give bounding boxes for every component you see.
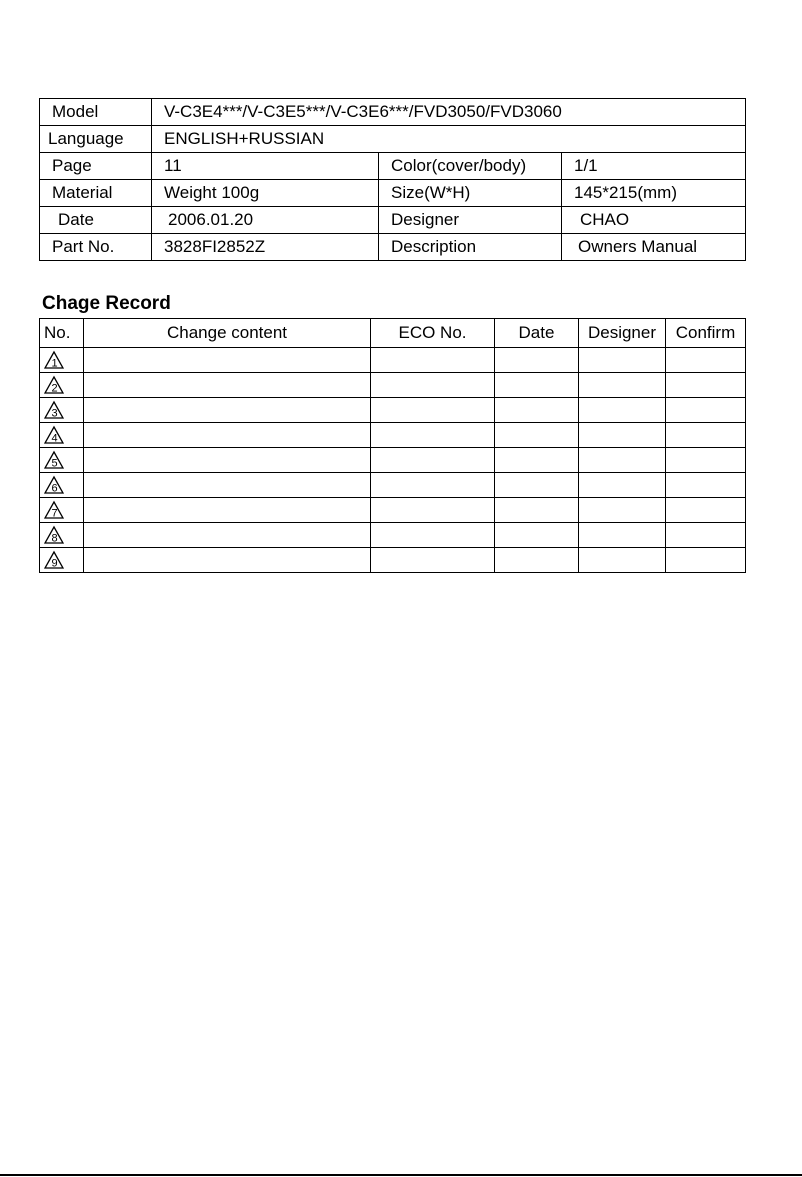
eco-no-cell xyxy=(371,523,495,548)
revision-triangle-icon xyxy=(44,500,64,520)
spec-table xyxy=(39,98,746,261)
date-cell xyxy=(495,348,579,373)
table-row xyxy=(40,523,746,548)
revision-triangle-icon xyxy=(44,400,64,420)
designer-value: CHAO xyxy=(562,207,746,234)
revision-number-cell xyxy=(40,423,84,448)
model-label: Model xyxy=(40,99,152,126)
date-cell xyxy=(495,548,579,573)
material-label: Material xyxy=(40,180,152,207)
date-cell xyxy=(495,523,579,548)
spec-row-page xyxy=(40,153,746,180)
material-value: Weight 100g xyxy=(152,180,379,207)
change-content-cell xyxy=(84,498,371,523)
revision-number: 4 xyxy=(51,432,58,445)
revision-triangle-icon xyxy=(44,425,64,445)
revision-number-cell xyxy=(40,498,84,523)
confirm-cell xyxy=(666,423,746,448)
designer-cell xyxy=(579,448,666,473)
header-date: Date xyxy=(495,319,579,348)
date-cell xyxy=(495,398,579,423)
change-content-cell xyxy=(84,423,371,448)
change-content-cell xyxy=(84,348,371,373)
spec-row-language xyxy=(40,126,746,153)
revision-number: 3 xyxy=(51,407,58,420)
size-value: 145*215(mm) xyxy=(562,180,746,207)
eco-no-cell xyxy=(371,498,495,523)
header-designer: Designer xyxy=(579,319,666,348)
date-label: Date xyxy=(40,207,152,234)
eco-no-cell xyxy=(371,373,495,398)
designer-cell xyxy=(579,548,666,573)
change-record-title: Chage Record xyxy=(42,293,171,314)
eco-no-cell xyxy=(371,423,495,448)
date-cell xyxy=(495,373,579,398)
revision-triangle-icon xyxy=(44,525,64,545)
color-label: Color(cover/body) xyxy=(379,153,562,180)
size-label: Size(W*H) xyxy=(379,180,562,207)
confirm-cell xyxy=(666,373,746,398)
confirm-cell xyxy=(666,523,746,548)
spec-row-date xyxy=(40,207,746,234)
revision-number-cell xyxy=(40,373,84,398)
partno-label: Part No. xyxy=(40,234,152,261)
page-value: 11 xyxy=(152,153,379,180)
designer-cell xyxy=(579,423,666,448)
change-content-cell xyxy=(84,448,371,473)
revision-number: 8 xyxy=(51,532,58,545)
confirm-cell xyxy=(666,398,746,423)
change-content-cell xyxy=(84,548,371,573)
eco-no-cell xyxy=(371,548,495,573)
revision-triangle-icon xyxy=(44,475,64,495)
revision-number-cell xyxy=(40,473,84,498)
table-row xyxy=(40,473,746,498)
spec-row-partno xyxy=(40,234,746,261)
language-label: Language xyxy=(40,126,152,153)
designer-cell xyxy=(579,398,666,423)
date-cell xyxy=(495,473,579,498)
revision-triangle-icon xyxy=(44,450,64,470)
eco-no-cell xyxy=(371,348,495,373)
revision-number-cell xyxy=(40,523,84,548)
date-cell xyxy=(495,448,579,473)
designer-cell xyxy=(579,498,666,523)
confirm-cell xyxy=(666,473,746,498)
revision-number: 2 xyxy=(51,382,58,395)
revision-number-cell xyxy=(40,398,84,423)
designer-cell xyxy=(579,473,666,498)
description-label: Description xyxy=(379,234,562,261)
date-value: 2006.01.20 xyxy=(152,207,379,234)
change-content-cell xyxy=(84,373,371,398)
table-row xyxy=(40,498,746,523)
designer-label: Designer xyxy=(379,207,562,234)
designer-cell xyxy=(579,523,666,548)
date-cell xyxy=(495,423,579,448)
revision-triangle-icon xyxy=(44,350,64,370)
change-content-cell xyxy=(84,523,371,548)
eco-no-cell xyxy=(371,398,495,423)
designer-cell xyxy=(579,373,666,398)
spec-row-model xyxy=(40,99,746,126)
header-no: No. xyxy=(40,319,84,348)
table-row xyxy=(40,548,746,573)
table-row xyxy=(40,398,746,423)
eco-no-cell xyxy=(371,473,495,498)
language-value: ENGLISH+RUSSIAN xyxy=(152,126,746,153)
model-value: V-C3E4***/V-C3E5***/V-C3E6***/FVD3050/FVD3060 xyxy=(152,99,746,126)
partno-value: 3828FI2852Z xyxy=(152,234,379,261)
header-change-content: Change content xyxy=(84,319,371,348)
color-value: 1/1 xyxy=(562,153,746,180)
confirm-cell xyxy=(666,498,746,523)
description-value: Owners Manual xyxy=(562,234,746,261)
revision-triangle-icon xyxy=(44,550,64,570)
revision-number-cell xyxy=(40,448,84,473)
confirm-cell xyxy=(666,448,746,473)
table-row xyxy=(40,423,746,448)
record-body xyxy=(40,348,746,573)
confirm-cell xyxy=(666,348,746,373)
revision-number: 6 xyxy=(51,482,58,495)
record-header-row xyxy=(40,319,746,348)
revision-number: 7 xyxy=(51,507,58,520)
eco-no-cell xyxy=(371,448,495,473)
spec-row-material xyxy=(40,180,746,207)
table-row xyxy=(40,373,746,398)
designer-cell xyxy=(579,348,666,373)
confirm-cell xyxy=(666,548,746,573)
revision-number: 9 xyxy=(51,557,58,570)
change-record-table xyxy=(39,318,746,573)
revision-number-cell xyxy=(40,548,84,573)
date-cell xyxy=(495,498,579,523)
page-label: Page xyxy=(40,153,152,180)
revision-number-cell xyxy=(40,348,84,373)
header-eco-no: ECO No. xyxy=(371,319,495,348)
page-bottom-rule xyxy=(0,1174,802,1176)
revision-number: 1 xyxy=(51,357,58,370)
header-confirm: Confirm xyxy=(666,319,746,348)
change-content-cell xyxy=(84,473,371,498)
revision-triangle-icon xyxy=(44,375,64,395)
change-content-cell xyxy=(84,398,371,423)
revision-number: 5 xyxy=(51,457,58,470)
table-row xyxy=(40,448,746,473)
table-row xyxy=(40,348,746,373)
